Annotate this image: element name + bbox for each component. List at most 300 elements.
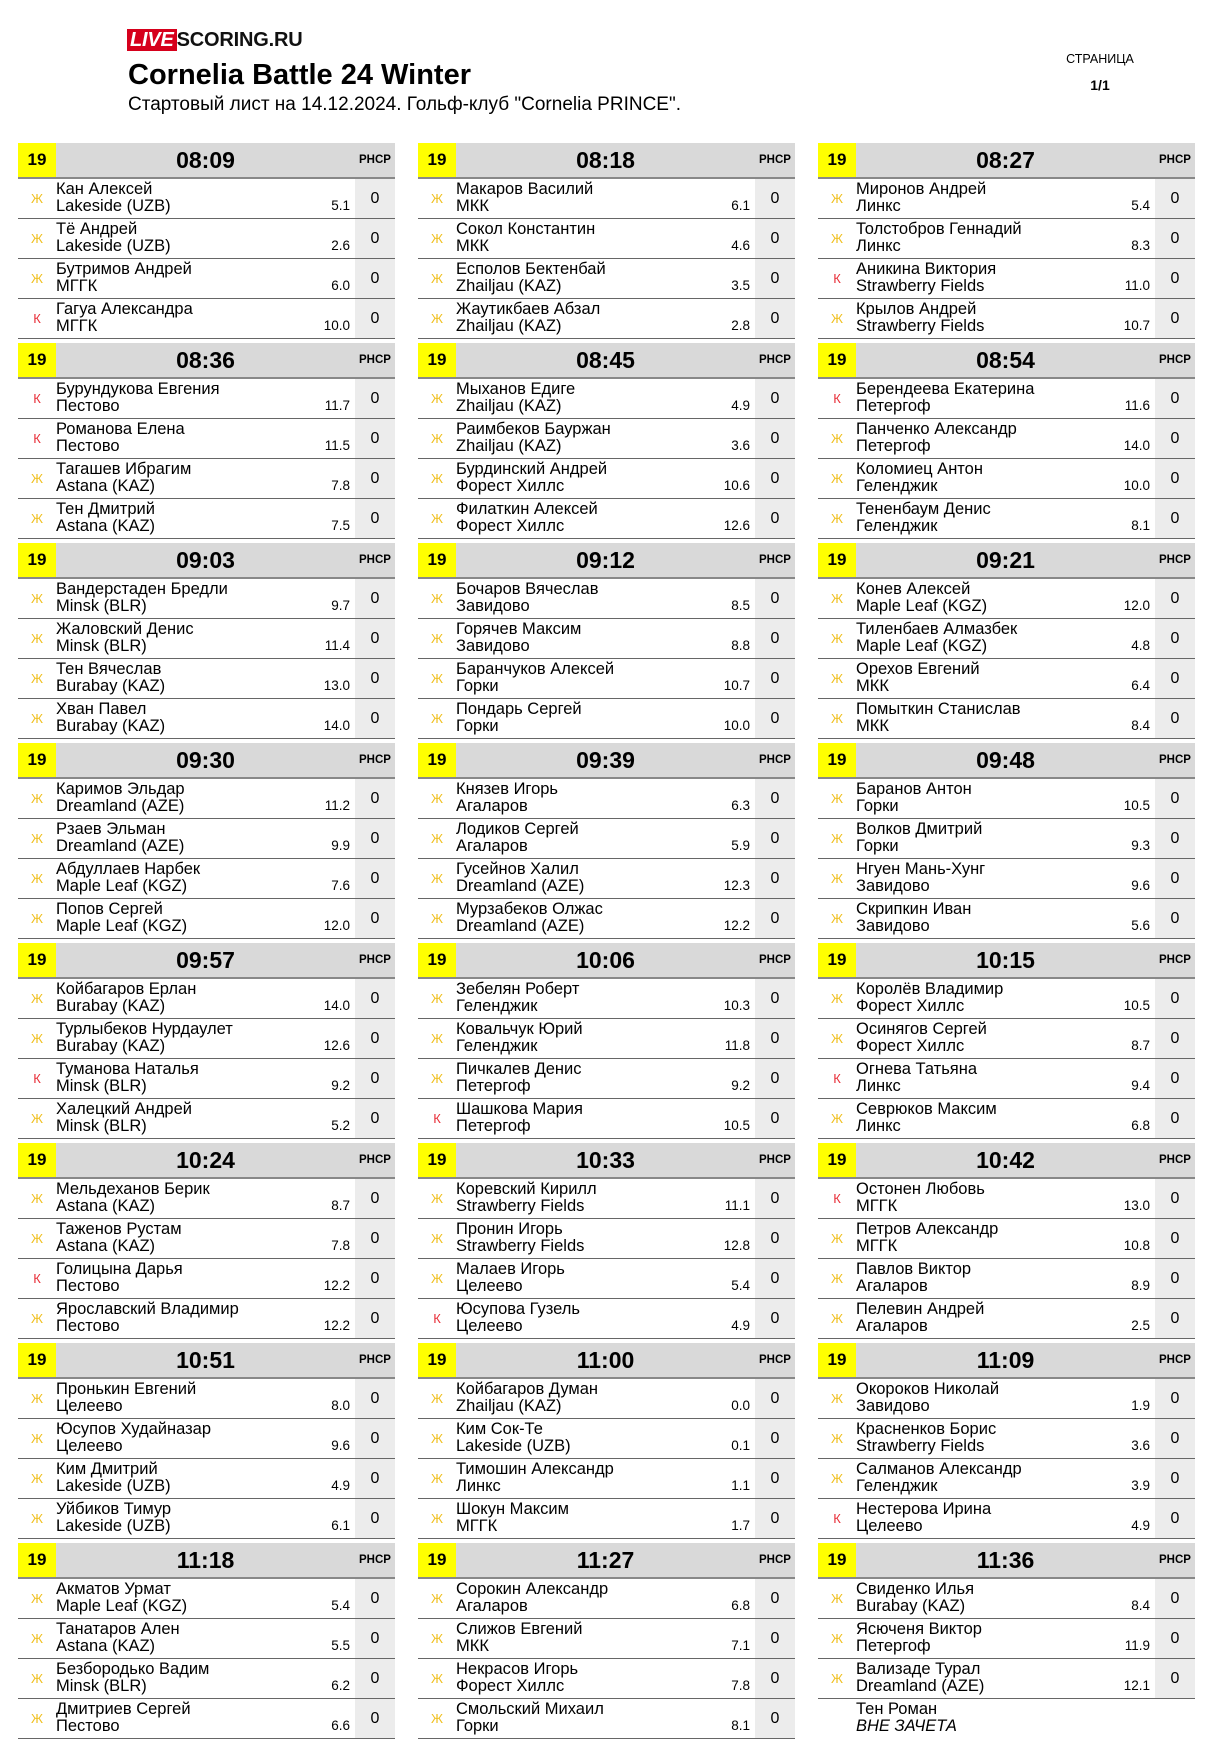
player-name: Крылов Андрей <box>856 300 977 318</box>
player-row[interactable] <box>18 1659 395 1699</box>
player-row[interactable] <box>18 419 395 459</box>
tee-marker: К <box>33 311 41 326</box>
player-info <box>856 1219 1155 1258</box>
tee-time-group <box>818 943 1195 1143</box>
hole-number: 19 <box>18 343 56 377</box>
player-row[interactable] <box>18 499 395 539</box>
tee-time-group <box>818 543 1195 743</box>
player-club: Пестово <box>56 437 120 455</box>
handicap-index: 13.0 <box>1123 1198 1150 1213</box>
player-name: Вализаде Турал <box>856 1660 981 1678</box>
player-info <box>56 779 355 818</box>
playing-handicap: 0 <box>355 1699 395 1738</box>
player-row[interactable] <box>418 379 795 419</box>
player-club: Завидово <box>856 1397 930 1415</box>
player-info <box>56 1659 355 1698</box>
player-club: Целеево <box>56 1437 123 1455</box>
hole-number: 19 <box>818 143 856 177</box>
playing-handicap: 0 <box>355 379 395 418</box>
player-row[interactable] <box>818 699 1195 739</box>
player-row[interactable] <box>418 419 795 459</box>
handicap-index: 5.2 <box>331 1118 350 1133</box>
phcp-column-header: PHCP <box>759 1154 791 1166</box>
player-row[interactable] <box>818 459 1195 499</box>
player-row[interactable] <box>18 1099 395 1139</box>
handicap-index: 9.6 <box>331 1438 350 1453</box>
player-info <box>856 659 1155 698</box>
player-name: Танатаров Ален <box>56 1620 180 1638</box>
player-row[interactable] <box>818 259 1195 299</box>
player-row[interactable] <box>418 459 795 499</box>
player-club: Astana (KAZ) <box>56 1237 156 1255</box>
tee-marker: Ж <box>830 871 843 886</box>
player-info <box>456 459 755 498</box>
player-row[interactable] <box>818 979 1195 1019</box>
handicap-index: 2.5 <box>1131 1318 1150 1333</box>
player-info <box>456 859 755 898</box>
handicap-index: 8.4 <box>1131 718 1150 733</box>
tee-time-group <box>18 743 395 943</box>
player-club: Lakeside (UZB) <box>56 1477 171 1495</box>
player-name: Безбородько Вадим <box>56 1660 210 1678</box>
player-name: Гагуа Александра <box>56 300 193 318</box>
tee-marker: Ж <box>430 711 443 726</box>
player-info <box>456 1059 755 1098</box>
handicap-index: 10.3 <box>723 998 750 1013</box>
player-row[interactable] <box>18 579 395 619</box>
player-row[interactable] <box>418 1219 795 1259</box>
tee-marker: Ж <box>430 1191 443 1206</box>
handicap-index: 6.1 <box>331 1518 350 1533</box>
player-info <box>56 979 355 1018</box>
player-row[interactable] <box>418 1579 795 1619</box>
player-club: Форест Хиллс <box>456 1677 565 1695</box>
tee-time-group <box>18 943 395 1143</box>
player-name: Нгуен Мань-Хунг <box>856 860 986 878</box>
player-row[interactable] <box>18 619 395 659</box>
playing-handicap: 0 <box>355 419 395 458</box>
tee-marker: Ж <box>830 1031 843 1046</box>
playing-handicap: 0 <box>755 899 795 938</box>
handicap-index: 4.6 <box>731 238 750 253</box>
phcp-column-header: PHCP <box>359 754 391 766</box>
player-row[interactable] <box>818 579 1195 619</box>
group-header <box>18 1343 395 1379</box>
player-club: Агаларов <box>456 1597 528 1615</box>
player-row[interactable] <box>418 299 795 339</box>
player-club: Линкс <box>456 1477 501 1495</box>
phcp-column-header: PHCP <box>1159 154 1191 166</box>
player-club: Dreamland (AZE) <box>456 917 585 935</box>
tee-marker: Ж <box>30 711 43 726</box>
tee-time-group <box>18 1143 395 1343</box>
player-row[interactable] <box>418 219 795 259</box>
player-row[interactable] <box>418 659 795 699</box>
handicap-index: 10.7 <box>723 678 750 693</box>
player-row[interactable] <box>818 499 1195 539</box>
player-row[interactable] <box>418 699 795 739</box>
tee-marker: Ж <box>830 631 843 646</box>
tee-time: 11:09 <box>976 1346 1035 1373</box>
player-row[interactable] <box>818 219 1195 259</box>
player-name: Ковальчук Юрий <box>456 1020 583 1038</box>
tee-time-group <box>418 1543 795 1743</box>
playing-handicap: 0 <box>1155 419 1195 458</box>
tee-marker: Ж <box>830 791 843 806</box>
player-info <box>856 219 1155 258</box>
player-row[interactable] <box>818 779 1195 819</box>
player-name: Макаров Василий <box>456 180 594 198</box>
player-club: МГГК <box>56 317 98 335</box>
player-club: Minsk (BLR) <box>56 597 147 615</box>
player-row[interactable] <box>418 1299 795 1339</box>
playing-handicap: 0 <box>755 1419 795 1458</box>
player-name: Тен Вячеслав <box>56 660 162 678</box>
player-row[interactable] <box>18 179 395 219</box>
player-info <box>456 1619 755 1658</box>
player-name: Королёв Владимир <box>856 980 1004 998</box>
group-header <box>818 343 1195 379</box>
start-list-grid <box>18 143 1196 1743</box>
tee-marker: Ж <box>830 1591 843 1606</box>
tee-marker: Ж <box>30 911 43 926</box>
player-row[interactable] <box>418 899 795 939</box>
player-row[interactable] <box>418 979 795 1019</box>
playing-handicap: 0 <box>355 1579 395 1618</box>
tee-marker: Ж <box>30 991 43 1006</box>
player-row[interactable] <box>818 659 1195 699</box>
player-info <box>856 1459 1155 1498</box>
handicap-index: 7.5 <box>331 518 350 533</box>
player-info <box>456 979 755 1018</box>
player-row[interactable] <box>418 819 795 859</box>
player-club: МКК <box>456 197 489 215</box>
handicap-index: 9.6 <box>1131 878 1150 893</box>
player-row[interactable] <box>818 1579 1195 1619</box>
handicap-index: 10.5 <box>1123 998 1150 1013</box>
tee-marker: Ж <box>830 511 843 526</box>
player-info <box>456 1099 755 1138</box>
player-info <box>456 1419 755 1458</box>
player-club: Геленджик <box>856 517 938 535</box>
handicap-index: 8.1 <box>1131 518 1150 533</box>
player-name: Красненков Борис <box>856 1420 997 1438</box>
playing-handicap: 0 <box>755 499 795 538</box>
player-row[interactable] <box>818 1219 1195 1259</box>
player-club: Strawberry Fields <box>456 1197 585 1215</box>
player-row[interactable] <box>418 499 795 539</box>
player-row[interactable] <box>818 1259 1195 1299</box>
player-row[interactable] <box>18 259 395 299</box>
tee-marker: Ж <box>430 1511 443 1526</box>
player-name: Жаутикбаев Абзал <box>456 300 601 318</box>
player-row[interactable] <box>18 1379 395 1419</box>
tee-marker: Ж <box>430 991 443 1006</box>
playing-handicap: 0 <box>1155 1019 1195 1058</box>
tee-marker: Ж <box>430 311 443 326</box>
player-row[interactable] <box>418 1379 795 1419</box>
tee-marker: Ж <box>30 1631 43 1646</box>
playing-handicap: 0 <box>1155 179 1195 218</box>
tee-marker: Ж <box>830 1471 843 1486</box>
player-info <box>456 299 755 338</box>
player-row[interactable] <box>818 1059 1195 1099</box>
player-row[interactable] <box>18 1699 395 1739</box>
player-row[interactable] <box>418 1099 795 1139</box>
player-name: Свиденко Илья <box>856 1580 974 1598</box>
player-row[interactable] <box>818 1379 1195 1419</box>
playing-handicap: 0 <box>1155 499 1195 538</box>
player-name: Салманов Александр <box>856 1460 1022 1478</box>
phcp-column-header: PHCP <box>759 554 791 566</box>
player-row[interactable] <box>18 379 395 419</box>
player-info <box>456 499 755 538</box>
group-header <box>18 743 395 779</box>
player-row[interactable] <box>18 819 395 859</box>
player-name: Горячев Максим <box>456 620 582 638</box>
player-row[interactable] <box>818 1179 1195 1219</box>
player-row[interactable] <box>418 1499 795 1539</box>
player-name: Тагашев Ибрагим <box>56 460 192 478</box>
playing-handicap: 0 <box>355 299 395 338</box>
player-row[interactable] <box>18 1419 395 1459</box>
playing-handicap: 0 <box>1155 899 1195 938</box>
player-row[interactable] <box>418 1259 795 1299</box>
tee-time-group <box>818 1543 1195 1743</box>
handicap-index: 14.0 <box>323 998 350 1013</box>
player-row[interactable] <box>418 619 795 659</box>
playing-handicap: 0 <box>755 659 795 698</box>
player-row[interactable] <box>418 259 795 299</box>
player-club: Astana (KAZ) <box>56 517 156 535</box>
player-row[interactable] <box>18 699 395 739</box>
player-club: Zhailjau (KAZ) <box>456 437 562 455</box>
player-club: МКК <box>456 1637 489 1655</box>
tee-time-group <box>418 543 795 743</box>
player-row[interactable] <box>18 1179 395 1219</box>
playing-handicap: 0 <box>1155 219 1195 258</box>
playing-handicap: 0 <box>1155 1659 1195 1698</box>
handicap-index: 10.0 <box>1123 478 1150 493</box>
tee-time: 09:30 <box>176 746 235 773</box>
player-club: Minsk (BLR) <box>56 1677 147 1695</box>
player-info <box>56 179 355 218</box>
player-club: Петергоф <box>856 1637 931 1655</box>
handicap-index: 12.2 <box>323 1318 350 1333</box>
tee-marker: К <box>833 1511 841 1526</box>
player-name: Пронин Игорь <box>456 1220 563 1238</box>
playing-handicap: 0 <box>1155 659 1195 698</box>
player-name: Койбагаров Думан <box>456 1380 599 1398</box>
playing-handicap: 0 <box>755 619 795 658</box>
playing-handicap: 0 <box>755 859 795 898</box>
player-club: Minsk (BLR) <box>56 1077 147 1095</box>
player-row[interactable] <box>18 299 395 339</box>
tee-marker: Ж <box>830 311 843 326</box>
player-row[interactable] <box>18 1579 395 1619</box>
handicap-index: 12.6 <box>723 518 750 533</box>
player-row[interactable] <box>18 219 395 259</box>
player-row[interactable] <box>418 1659 795 1699</box>
player-row[interactable] <box>18 1059 395 1099</box>
player-row[interactable] <box>818 1619 1195 1659</box>
handicap-index: 1.1 <box>731 1478 750 1493</box>
player-info <box>856 1619 1155 1658</box>
playing-handicap: 0 <box>1155 859 1195 898</box>
tee-time: 10:51 <box>176 1346 235 1373</box>
group-header <box>18 343 395 379</box>
player-row[interactable] <box>818 419 1195 459</box>
player-row[interactable] <box>818 899 1195 939</box>
player-info <box>856 379 1155 418</box>
player-row[interactable] <box>418 1179 795 1219</box>
player-row[interactable] <box>418 1059 795 1099</box>
player-row[interactable] <box>18 1019 395 1059</box>
player-row[interactable] <box>18 979 395 1019</box>
player-row[interactable] <box>418 1699 795 1739</box>
player-row[interactable] <box>18 1619 395 1659</box>
player-info <box>456 1379 755 1418</box>
player-info <box>56 379 355 418</box>
player-name: Дмитриев Сергей <box>56 1700 191 1718</box>
player-row[interactable] <box>818 619 1195 659</box>
player-row[interactable] <box>418 579 795 619</box>
handicap-index: 12.0 <box>323 918 350 933</box>
handicap-index: 8.9 <box>1131 1278 1150 1293</box>
player-row[interactable] <box>18 1459 395 1499</box>
playing-handicap: 0 <box>1155 1499 1195 1538</box>
player-name: Гусейнов Халил <box>456 860 579 878</box>
player-row[interactable] <box>818 819 1195 859</box>
handicap-index: 6.2 <box>331 1678 350 1693</box>
group-header <box>418 343 795 379</box>
livescoring-logo[interactable] <box>127 28 302 52</box>
player-name: Пондарь Сергей <box>456 700 582 718</box>
player-row[interactable] <box>18 1299 395 1339</box>
tee-marker: Ж <box>830 1111 843 1126</box>
player-row[interactable] <box>18 1259 395 1299</box>
player-club: Dreamland (AZE) <box>456 877 585 895</box>
tee-time: 10:24 <box>176 1146 235 1173</box>
player-club: МКК <box>856 717 889 735</box>
player-name: Голицына Дарья <box>56 1260 183 1278</box>
player-info <box>56 299 355 338</box>
player-row[interactable] <box>818 179 1195 219</box>
handicap-index: 10.5 <box>1123 798 1150 813</box>
player-info <box>56 1579 355 1618</box>
player-row[interactable] <box>818 1699 1195 1739</box>
player-club: Zhailjau (KAZ) <box>456 397 562 415</box>
player-row[interactable] <box>818 1099 1195 1139</box>
player-name: Остонен Любовь <box>856 1180 985 1198</box>
playing-handicap: 0 <box>355 1499 395 1538</box>
tee-time: 10:42 <box>976 1146 1035 1173</box>
player-row[interactable] <box>418 179 795 219</box>
hole-number: 19 <box>18 1143 56 1177</box>
player-row[interactable] <box>418 1019 795 1059</box>
player-name: Конев Алексей <box>856 580 971 598</box>
player-row[interactable] <box>18 659 395 699</box>
player-row[interactable] <box>18 459 395 499</box>
player-club: Astana (KAZ) <box>56 1637 156 1655</box>
player-row[interactable] <box>818 1459 1195 1499</box>
player-row[interactable] <box>418 779 795 819</box>
player-row[interactable] <box>818 1499 1195 1539</box>
phcp-column-header: PHCP <box>359 554 391 566</box>
player-info <box>456 1219 755 1258</box>
player-info <box>456 1499 755 1538</box>
tee-marker: Ж <box>830 991 843 1006</box>
player-info <box>456 1699 755 1738</box>
player-club: Агаларов <box>856 1277 928 1295</box>
player-row[interactable] <box>818 1659 1195 1699</box>
player-info <box>456 619 755 658</box>
player-row[interactable] <box>818 299 1195 339</box>
handicap-index: 12.1 <box>1123 1678 1150 1693</box>
phcp-column-header: PHCP <box>1159 554 1191 566</box>
player-row[interactable] <box>18 779 395 819</box>
tee-marker: Ж <box>30 1191 43 1206</box>
tee-marker: Ж <box>830 1231 843 1246</box>
player-row[interactable] <box>818 1419 1195 1459</box>
playing-handicap: 0 <box>1155 1179 1195 1218</box>
player-row[interactable] <box>18 859 395 899</box>
player-row[interactable] <box>418 1459 795 1499</box>
handicap-index: 6.6 <box>331 1718 350 1733</box>
handicap-index: 3.6 <box>1131 1438 1150 1453</box>
player-row[interactable] <box>18 1219 395 1259</box>
tee-marker: Ж <box>430 1391 443 1406</box>
player-info <box>456 1019 755 1058</box>
tee-marker: Ж <box>30 271 43 286</box>
player-club: Maple Leaf (KGZ) <box>56 1597 188 1615</box>
player-name: Тё Андрей <box>56 220 138 238</box>
handicap-index: 8.5 <box>731 598 750 613</box>
hole-number: 19 <box>818 343 856 377</box>
playing-handicap: 0 <box>755 1299 795 1338</box>
player-row[interactable] <box>818 859 1195 899</box>
tee-marker: Ж <box>430 1471 443 1486</box>
player-row[interactable] <box>418 1419 795 1459</box>
player-row[interactable] <box>818 1299 1195 1339</box>
player-name: Бутримов Андрей <box>56 260 192 278</box>
tee-marker: К <box>833 1191 841 1206</box>
tee-marker: Ж <box>30 191 43 206</box>
player-club: Burabay (KAZ) <box>56 677 166 695</box>
player-club: Lakeside (UZB) <box>56 237 171 255</box>
tee-marker: Ж <box>30 831 43 846</box>
player-row[interactable] <box>18 1499 395 1539</box>
player-info <box>456 1259 755 1298</box>
handicap-index: 6.1 <box>731 198 750 213</box>
player-row[interactable] <box>418 1619 795 1659</box>
player-row[interactable] <box>818 379 1195 419</box>
tee-marker: Ж <box>430 231 443 246</box>
player-info <box>56 1059 355 1098</box>
player-row[interactable] <box>418 859 795 899</box>
page-label: СТРАНИЦА <box>1066 52 1134 66</box>
handicap-index: 7.8 <box>331 1238 350 1253</box>
page-number: 1/1 <box>1090 77 1110 93</box>
player-row[interactable] <box>18 899 395 939</box>
handicap-index: 4.9 <box>731 1318 750 1333</box>
tee-marker: Ж <box>430 1431 443 1446</box>
player-row[interactable] <box>818 1019 1195 1059</box>
handicap-index: 2.6 <box>331 238 350 253</box>
tee-time: 10:33 <box>576 1146 635 1173</box>
player-info <box>56 819 355 858</box>
player-info <box>856 499 1155 538</box>
